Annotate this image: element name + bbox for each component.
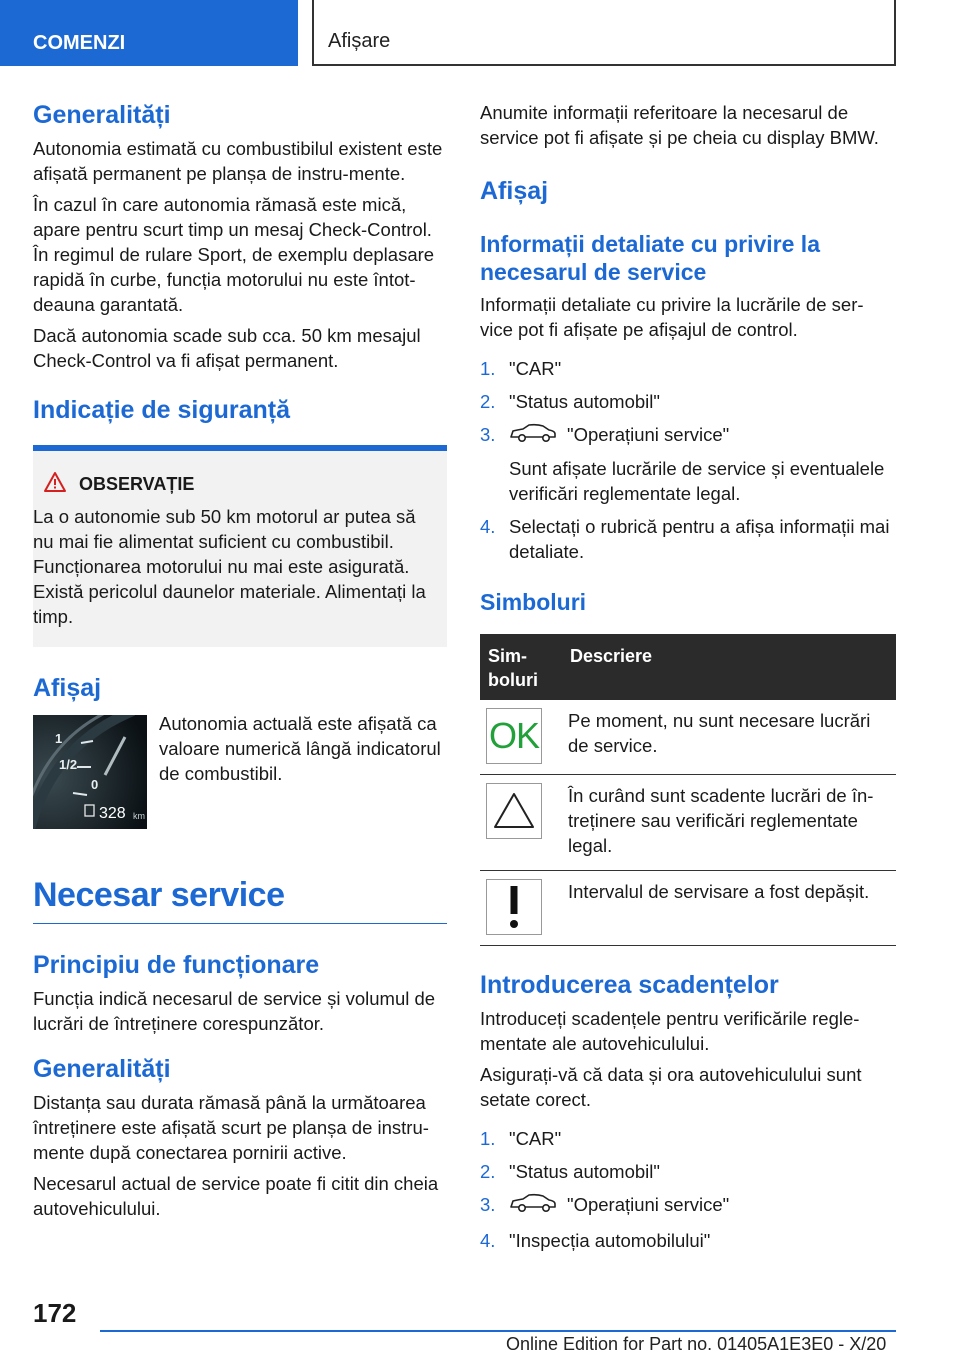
table-row [480, 871, 896, 946]
car-service-icon [509, 1192, 557, 1220]
paragraph-cheie-display: Anumite informații referitoare la necesarul de service pot fi afișate și pe cheia cu display BMW. [480, 102, 879, 148]
steps-list-2 [480, 1126, 896, 1253]
list-item: 2. "Status automobil" [480, 1161, 660, 1183]
heading-afisaj-left: Afișaj [33, 674, 102, 702]
paragraph-autonomie: Autonomia estimată cu combustibilul existent este afișată permanent pe planșa de instru-mente. [33, 138, 443, 184]
paragraph-asigurati: Asigurați-vă că data și ora autovehiculului sunt setate corect. [480, 1064, 862, 1111]
list-item: 1. "CAR" [480, 1128, 562, 1150]
triangle-icon [486, 783, 542, 839]
symbols-table [480, 634, 896, 946]
list-item: 2. "Status automobil" [480, 391, 660, 412]
warning-box [33, 445, 447, 647]
list-item: 4. "Inspecția automobilului" [480, 1230, 711, 1252]
paragraph-informatii: Informații detaliate cu privire la lucrările de ser-vice pot fi afișate pe afișajul de control. [480, 294, 864, 340]
table-cell-desc: În curând sunt scadente lucrări de în-treținere sau verificări reglementate legal. [562, 775, 896, 871]
table-header-descriere: Descriere [562, 634, 896, 700]
gauge-mark-half: 1/2 [59, 757, 78, 772]
table-cell-desc: Pe moment, nu sunt necesare lucrări de service. [562, 700, 896, 775]
warning-title: OBSERVAȚIE [79, 474, 195, 494]
chapter-tab [312, 0, 896, 66]
right-column [480, 100, 896, 1261]
gauge-mark-1: 1 [55, 731, 63, 746]
heading-afisaj-right: Afișaj [480, 177, 549, 205]
heading-simboluri: Simboluri [480, 589, 587, 616]
heading-indicatie: Indicație de siguranță [33, 396, 291, 424]
paragraph-principiu: Funcția indică necesarul de service și volumul de lucrări de întreținere corespunzător. [33, 988, 436, 1034]
table-cell-desc: Intervalul de servisare a fost depășit. [562, 871, 896, 946]
list-item: 4. Selectați o rubrică pentru a afișa informații mai detaliate. [480, 516, 890, 563]
footer-edition: Online Edition for Part no. 01405A1E3E0 - X/20 [506, 1334, 887, 1354]
ok-icon: OK [486, 708, 542, 764]
left-column [33, 100, 447, 1221]
heading-principiu: Principiu de funcționare [33, 951, 320, 979]
car-service-icon [509, 422, 557, 450]
page-number: 172 [33, 1298, 77, 1328]
range-value: 328 [99, 805, 126, 822]
list-item: 3. "Operațiuni service" [480, 1192, 896, 1220]
heading-informatii-detaliate: Informații detaliate cu privire la necesarul de service [480, 231, 820, 285]
paragraph-afisaj: Autonomia actuală este afișată ca valoare numerică lângă indicatorul de combustibil. [159, 713, 441, 784]
gauge-mark-0: 0 [91, 777, 99, 792]
warning-triangle-icon [43, 471, 67, 498]
list-item: 1. "CAR" [480, 358, 562, 379]
chapter-label: Afișare [328, 30, 391, 52]
fuel-gauge-image [33, 715, 147, 829]
heading-generalitati: Generalități [33, 101, 171, 129]
section-tab [0, 0, 298, 66]
table-header-simboluri: Sim-boluri [480, 634, 562, 700]
paragraph-necesar-actual: Necesarul actual de service poate fi citit din cheia autovehiculului. [33, 1173, 439, 1219]
section-label: COMENZI [33, 32, 126, 54]
paragraph-sub-50km: Dacă autonomia scade sub cca. 50 km mesajul Check-Control va fi afișat permanent. [33, 325, 421, 371]
heading-introducerea: Introducerea scadențelor [480, 971, 779, 1000]
footer-rule [100, 1330, 896, 1332]
paragraph-autonomie-mica: În cazul în care autonomia rămasă este mică, apare pentru scurt timp un mesaj Check-Control. În regimul de rulare Sport, de exemplu deplasare rapidă în curbe, funcția motorului nu este întot-deauna garantată. [33, 194, 435, 315]
steps-list-1 [480, 356, 896, 564]
list-item: 3. "Operațiuni service" Sunt afișate lucrările de service și eventualele verificări reglementate legal. [480, 424, 885, 505]
range-unit: km [133, 811, 145, 821]
page-header [0, 0, 960, 66]
table-row [480, 775, 896, 871]
paragraph-introduceti: Introduceți scadențele pentru verificările regle-mentate ale autovehiculului. [480, 1008, 860, 1055]
warning-text: La o autonomie sub 50 km motorul ar putea să nu mai fie alimentat suficient cu combustibil. Funcționarea motorului nu mai este asigurată. Există pericolul daunelor materiale. Alimentați la timp. [33, 506, 426, 627]
table-row [480, 700, 896, 775]
heading-necesar-service: Necesar service [33, 876, 285, 914]
exclamation-icon [486, 879, 542, 935]
paragraph-distanta: Distanța sau durata rămasă până la următoarea întreținere este afișată scurt pe planșa de instru-mente după conectarea pornirii active. [33, 1092, 429, 1163]
section-rule [33, 923, 447, 924]
heading-generalitati-2: Generalități [33, 1055, 171, 1083]
